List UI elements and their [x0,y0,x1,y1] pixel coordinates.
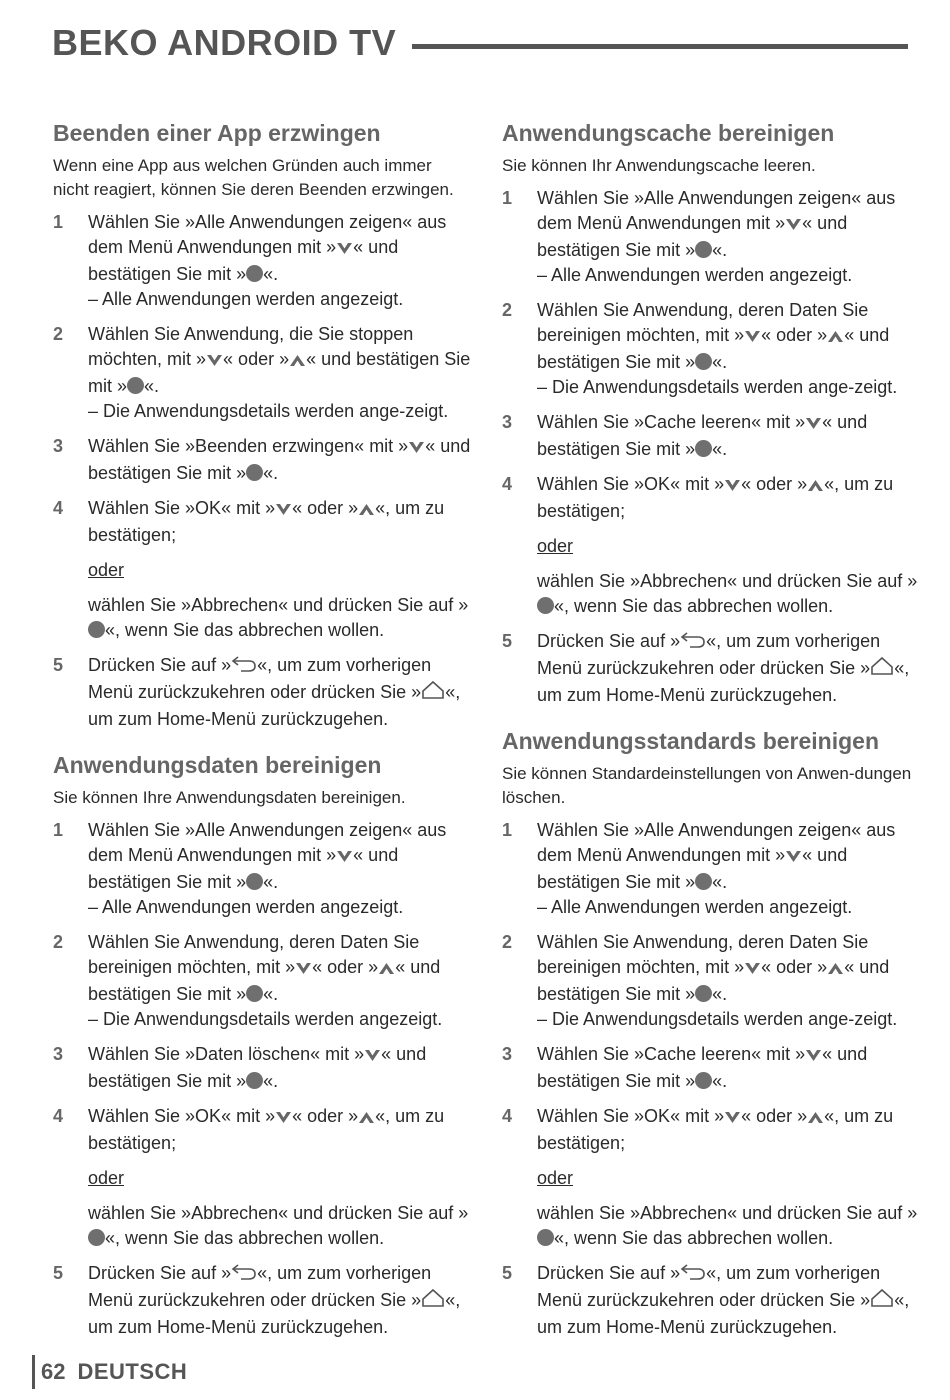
text-run: Wählen Sie »OK« mit » [537,1106,725,1126]
step-text [88,653,471,732]
up-arrow-icon [358,498,375,523]
text-run: «, um zu bestätigen; [537,474,894,521]
text-run: « und bestätigen Sie mit » [88,237,399,284]
step-number: 1 [53,212,64,232]
step-alternative [537,569,920,619]
text-run: «, wenn Sie das abbrechen wollen. [105,1228,385,1248]
ok-button-icon [246,1072,263,1089]
text-run: – Alle Anwendungen werden angezeigt. [537,897,853,917]
step-text [88,434,471,486]
text-run: – Die Anwendungsdetails werden ange-zeigt. [537,377,898,397]
step-text [537,1261,920,1340]
step-item [502,410,920,462]
text-run: «, wenn Sie das abbrechen wollen. [554,596,834,616]
text-run: «, um zum vorherigen Menü zurückzukehren oder drücken Sie » [88,1263,432,1310]
step-text [88,496,471,548]
text-run: – Alle Anwendungen werden angezeigt. [88,289,404,309]
step-number: 3 [502,1044,513,1064]
text-run: Wählen Sie »Cache leeren« mit » [537,1044,806,1064]
step-alternative [88,1201,471,1251]
step-text [88,210,471,287]
or-separator [88,1166,471,1191]
text-run: «, um zum Home-Menü zurückzugehen. [537,658,910,705]
text-run: « und bestätigen Sie mit » [88,349,471,396]
step-item [502,629,920,708]
text-run: Wählen Sie »Alle Anwendungen zeigen« aus dem Menü Anwendungen mit » [537,188,896,233]
text-run: wählen Sie »Abbrechen« und drücken Sie auf » [88,1203,469,1223]
down-arrow-icon [805,412,822,437]
step-number: 2 [502,300,513,320]
back-icon [680,1263,706,1288]
text-run: Wählen Sie »Alle Anwendungen zeigen« aus dem Menü Anwendungen mit » [88,820,447,865]
step-text [537,298,920,375]
text-run: « oder » [312,957,379,977]
text-run: « und bestätigen Sie mit » [537,213,848,260]
text-run: « oder » [292,498,359,518]
step-number: 1 [502,820,513,840]
down-arrow-icon [805,1044,822,1069]
up-arrow-icon [807,1106,824,1131]
ok-button-icon [537,1229,554,1246]
step-item [502,1261,920,1340]
back-icon [231,655,257,680]
text-run: « und bestätigen Sie mit » [537,325,890,372]
text-run: – Alle Anwendungen werden angezeigt. [88,897,404,917]
text-run: «. [263,264,279,284]
down-arrow-icon [336,237,353,262]
footer-bar [32,1355,35,1389]
text-run: Wählen Sie »OK« mit » [88,498,276,518]
text-run: – Alle Anwendungen werden angezeigt. [537,265,853,285]
step-note [537,1007,920,1032]
home-icon [870,1288,894,1315]
text-run: Wählen Sie »OK« mit » [88,1106,276,1126]
step-number: 2 [53,324,64,344]
text-run: «, um zum vorherigen Menü zurückzukehren oder drücken Sie » [537,1263,881,1310]
section-intro: Sie können Standardeinstellungen von Anwen-dungen löschen. [502,764,912,807]
down-arrow-icon [744,957,761,982]
ok-button-icon [246,265,263,282]
step-item [53,930,471,1032]
text-run: «, um zu bestätigen; [537,1106,894,1153]
text-run: Wählen Sie »Alle Anwendungen zeigen« aus dem Menü Anwendungen mit » [88,212,447,257]
header-rule [412,44,908,49]
text-run: « und bestätigen Sie mit » [88,436,471,483]
step-text [537,410,920,462]
step-number: 5 [53,1263,64,1283]
text-run: Wählen Sie »OK« mit » [537,474,725,494]
text-run: «, um zu bestätigen; [88,1106,445,1153]
text-run: « und bestätigen Sie mit » [88,957,441,1004]
text-run: «. [712,439,728,459]
text-run: oder [88,1168,125,1188]
text-run: «. [263,984,279,1004]
text-run: « und bestätigen Sie mit » [88,1044,427,1091]
text-run: « oder » [741,474,808,494]
text-run: wählen Sie »Abbrechen« und drücken Sie auf » [88,595,469,615]
text-run: «, wenn Sie das abbrechen wollen. [105,620,385,640]
up-arrow-icon [358,1106,375,1131]
down-arrow-icon [206,349,223,374]
text-run: «, um zum Home-Menü zurückzugehen. [88,1290,461,1337]
step-text [537,472,920,524]
ok-button-icon [127,377,144,394]
step-number: 5 [502,631,513,651]
section-force-stop [53,118,471,732]
step-item [502,1104,920,1251]
text-run: « und bestätigen Sie mit » [537,1044,868,1091]
text-run: « oder » [292,1106,359,1126]
text-run: «. [712,352,728,372]
step-number: 3 [502,412,513,432]
step-number: 3 [53,436,64,456]
home-icon [870,656,894,683]
ok-button-icon [695,985,712,1002]
section-clear-defaults [502,726,920,1340]
step-item [53,434,471,486]
text-run: «. [712,240,728,260]
step-note [88,287,471,312]
text-run: – Die Anwendungsdetails werden ange-zeigt. [537,1009,898,1029]
brand-title: BEKO ANDROID TV [52,22,397,63]
text-run: – Die Anwendungsdetails werden ange-zeigt. [88,401,449,421]
text-run: Wählen Sie »Beenden erzwingen« mit » [88,436,409,456]
step-note [537,895,920,920]
text-run: «. [712,1071,728,1091]
page-number: 62 [41,1359,66,1384]
step-number: 5 [53,655,64,675]
or-separator [537,1166,920,1191]
step-note [88,1007,471,1032]
step-text [537,1104,920,1156]
step-alternative [537,1201,920,1251]
section-title: Anwendungscache bereinigen [502,120,835,146]
step-text [537,186,920,263]
step-item [502,818,920,920]
or-separator [537,534,920,559]
step-item [502,298,920,400]
section-intro: Wenn eine App aus welchen Gründen auch immer nicht reagiert, können Sie deren Beenden erzwingen. [53,156,454,199]
step-item [502,186,920,288]
down-arrow-icon [785,213,802,238]
section-intro: Sie können Ihre Anwendungsdaten bereinigen. [53,788,406,807]
text-run: wählen Sie »Abbrechen« und drücken Sie auf » [537,1203,918,1223]
down-arrow-icon [408,436,425,461]
down-arrow-icon [744,325,761,350]
text-run: Wählen Sie Anwendung, deren Daten Sie bereinigen möchten, mit » [537,300,869,345]
text-run: Drücken Sie auf » [537,1263,681,1283]
step-number: 4 [502,474,513,494]
up-arrow-icon [827,957,844,982]
step-item [53,1104,471,1251]
step-item [53,496,471,643]
step-note [537,375,920,400]
step-number: 2 [502,932,513,952]
text-run: «, um zu bestätigen; [88,498,445,545]
page-footer [32,1354,187,1390]
ok-button-icon [246,873,263,890]
or-separator [88,558,471,583]
text-run: « oder » [761,325,828,345]
step-note [537,263,920,288]
ok-button-icon [695,241,712,258]
text-run: Wählen Sie »Alle Anwendungen zeigen« aus dem Menü Anwendungen mit » [537,820,896,865]
step-text [537,930,920,1007]
step-item [53,210,471,312]
back-icon [680,631,706,656]
ok-button-icon [88,621,105,638]
text-run: Wählen Sie Anwendung, die Sie stoppen möchten, mit » [88,324,414,369]
step-text [88,322,471,399]
text-run: «, um zum vorherigen Menü zurückzukehren oder drücken Sie » [88,655,432,702]
section-title: Anwendungsstandards bereinigen [502,728,879,754]
step-number: 2 [53,932,64,952]
text-run: « oder » [761,957,828,977]
text-run: «. [263,1071,279,1091]
step-number: 1 [53,820,64,840]
step-item [53,818,471,920]
text-run: oder [537,1168,574,1188]
ok-button-icon [246,464,263,481]
section-title: Anwendungsdaten bereinigen [53,752,382,778]
text-run: «. [712,984,728,1004]
text-run: « und bestätigen Sie mit » [88,845,399,892]
step-text [88,1042,471,1094]
text-run: wählen Sie »Abbrechen« und drücken Sie auf » [537,571,918,591]
up-arrow-icon [807,474,824,499]
down-arrow-icon [724,1106,741,1131]
text-run: Wählen Sie Anwendung, deren Daten Sie bereinigen möchten, mit » [88,932,420,977]
down-arrow-icon [295,957,312,982]
step-number: 4 [502,1106,513,1126]
step-note [88,399,471,424]
text-run: «. [712,872,728,892]
left-column [53,118,471,1350]
text-run: « und bestätigen Sie mit » [537,845,848,892]
step-number: 4 [53,498,64,518]
text-run: «. [263,872,279,892]
step-item [53,1042,471,1094]
footer-language: DEUTSCH [77,1359,188,1384]
text-run: «. [144,376,160,396]
step-item [53,322,471,424]
down-arrow-icon [275,498,292,523]
step-text [88,930,471,1007]
back-icon [231,1263,257,1288]
step-item [502,930,920,1032]
text-run: oder [88,560,125,580]
down-arrow-icon [364,1044,381,1069]
step-item [53,653,471,732]
section-clear-cache [502,118,920,708]
text-run: «, um zum Home-Menü zurückzugehen. [537,1290,910,1337]
step-text [88,818,471,895]
ok-button-icon [695,440,712,457]
step-alternative [88,593,471,643]
text-run: Wählen Sie »Cache leeren« mit » [537,412,806,432]
text-run: « oder » [223,349,290,369]
section-clear-data [53,750,471,1340]
down-arrow-icon [336,845,353,870]
up-arrow-icon [378,957,395,982]
text-run: «, um zum vorherigen Menü zurückzukehren oder drücken Sie » [537,631,881,678]
ok-button-icon [695,1072,712,1089]
step-note [88,895,471,920]
text-run: Wählen Sie Anwendung, deren Daten Sie bereinigen möchten, mit » [537,932,869,977]
up-arrow-icon [827,325,844,350]
step-item [53,1261,471,1340]
text-run: « und bestätigen Sie mit » [537,957,890,1004]
down-arrow-icon [275,1106,292,1131]
step-number: 3 [53,1044,64,1064]
step-item [502,1042,920,1094]
text-run: «, wenn Sie das abbrechen wollen. [554,1228,834,1248]
text-run: «, um zum Home-Menü zurückzugehen. [88,682,461,729]
text-run: « oder » [741,1106,808,1126]
section-intro: Sie können Ihr Anwendungscache leeren. [502,156,816,175]
step-text [537,818,920,895]
home-icon [421,1288,445,1315]
right-column [502,118,920,1350]
ok-button-icon [88,1229,105,1246]
up-arrow-icon [289,349,306,374]
home-icon [421,680,445,707]
step-item [502,472,920,619]
ok-button-icon [246,985,263,1002]
step-number: 4 [53,1106,64,1126]
step-text [88,1261,471,1340]
ok-button-icon [695,873,712,890]
step-text [537,629,920,708]
text-run: Drücken Sie auf » [88,1263,232,1283]
section-title: Beenden einer App erzwingen [53,120,381,146]
text-run: – Die Anwendungsdetails werden angezeigt. [88,1009,443,1029]
step-text [88,1104,471,1156]
text-run: Wählen Sie »Daten löschen« mit » [88,1044,365,1064]
step-number: 5 [502,1263,513,1283]
text-run: Drücken Sie auf » [88,655,232,675]
text-run: Drücken Sie auf » [537,631,681,651]
ok-button-icon [537,597,554,614]
ok-button-icon [695,353,712,370]
step-text [537,1042,920,1094]
down-arrow-icon [785,845,802,870]
down-arrow-icon [724,474,741,499]
text-run: « und bestätigen Sie mit » [537,412,868,459]
text-run: «. [263,463,279,483]
step-number: 1 [502,188,513,208]
text-run: oder [537,536,574,556]
